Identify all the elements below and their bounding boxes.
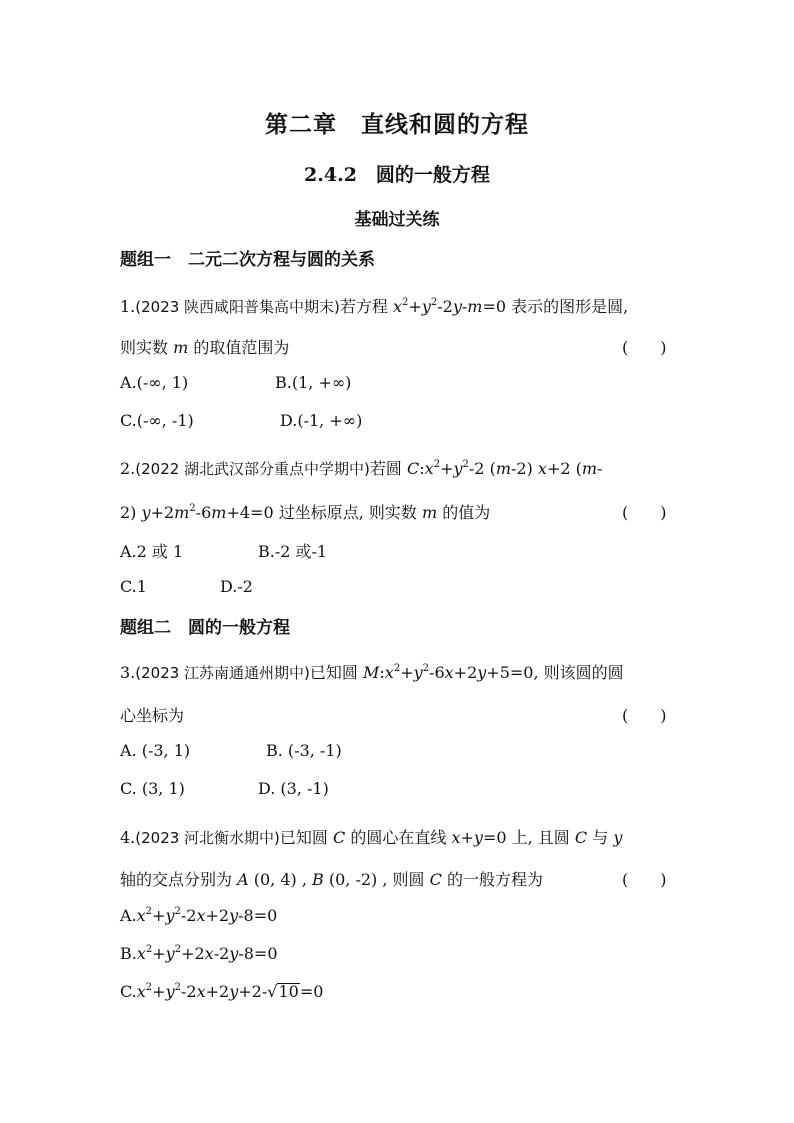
q1-answer-bracket: ( )	[622, 338, 667, 357]
q2-option-a[interactable]: A.2 或 1	[120, 542, 184, 561]
level-title: 基础过关练	[354, 210, 440, 230]
q3-line1	[120, 660, 624, 683]
q3-answer-bracket: ( )	[622, 706, 667, 725]
q2-answer-bracket: ( )	[622, 503, 667, 522]
q1-option-d[interactable]: D.(-1, +∞)	[280, 411, 363, 430]
q2-stem: 若圆 $C:x^2+y^2-2$ (m-2) x+2 (m-	[369, 459, 603, 478]
q4-stem: 已知圆 C 的圆心在直线 x+y=0 上, 且圆 C 与 y	[279, 828, 623, 847]
q3-option-c[interactable]: C. (3, 1)	[120, 779, 185, 798]
q3-option-a[interactable]: A. (-3, 1)	[120, 741, 191, 760]
section-title: 2.4.2 圆的一般方程	[304, 164, 490, 186]
q4-option-c[interactable]: $C.x^2+y^2-2x+2y+2-√10=0$	[120, 982, 324, 1001]
q2-line1	[120, 456, 602, 479]
group2-title: 题组二 圆的一般方程	[120, 618, 290, 638]
q4-source: (2023 河北衡水期中)	[135, 829, 280, 847]
q3-option-d[interactable]: D. (3, -1)	[258, 779, 329, 798]
q2-option-d[interactable]: D.-2	[220, 577, 253, 596]
q4-line1	[120, 825, 622, 848]
q1-number: 1.	[120, 297, 136, 316]
q1-option-b[interactable]: B.(1, +∞)	[275, 373, 352, 392]
sqrt-radicand: 10	[278, 982, 299, 1001]
q3-stem: 已知圆 $M:x^2+y^2-6x+2y+5=0$, 则该圆的圆	[309, 663, 624, 682]
group1-title: 题组一 二元二次方程与圆的关系	[120, 250, 375, 270]
q3-line2: 心坐标为	[120, 706, 185, 725]
q4-option-a[interactable]: $A.x^2+y^2-2x+2y-8=0$	[120, 906, 278, 925]
q4-number: 4.	[120, 828, 136, 847]
chapter-title: 第二章 直线和圆的方程	[265, 111, 529, 138]
q2-source: (2022 湖北武汉部分重点中学期中)	[135, 460, 370, 478]
q4-line2: 轴的交点分别为 A (0, 4) , B (0, -2) , 则圆 C 的一般方程为	[120, 870, 543, 889]
q3-source: (2023 江苏南通通州期中)	[135, 664, 310, 682]
q2-option-c[interactable]: C.1	[120, 577, 147, 596]
q4-answer-bracket: ( )	[622, 870, 667, 889]
q4-option-b[interactable]: $B.x^2+y^2+2x-2y-8=0$	[120, 944, 278, 963]
q1-option-c[interactable]: C.(-∞, -1)	[120, 411, 194, 430]
q3-option-b[interactable]: B. (-3, -1)	[266, 741, 342, 760]
q2-option-b[interactable]: B.-2 或-1	[258, 542, 328, 561]
q2-line2: 2) $y+2m^2-6m+4=0$ 过坐标原点, 则实数 m 的值为	[120, 503, 491, 522]
q1-line1	[120, 294, 628, 317]
q1-option-a[interactable]: A.(-∞, 1)	[120, 373, 189, 392]
q1-stem: 若方程 $x^2+y^2-2y-m=0$ 表示的图形是圆,	[339, 297, 629, 316]
q1-line2: 则实数 m 的取值范围为	[120, 338, 290, 357]
q1-source: (2023 陕西咸阳普集高中期末)	[135, 298, 340, 316]
q3-number: 3.	[120, 663, 136, 682]
q2-number: 2.	[120, 459, 136, 478]
